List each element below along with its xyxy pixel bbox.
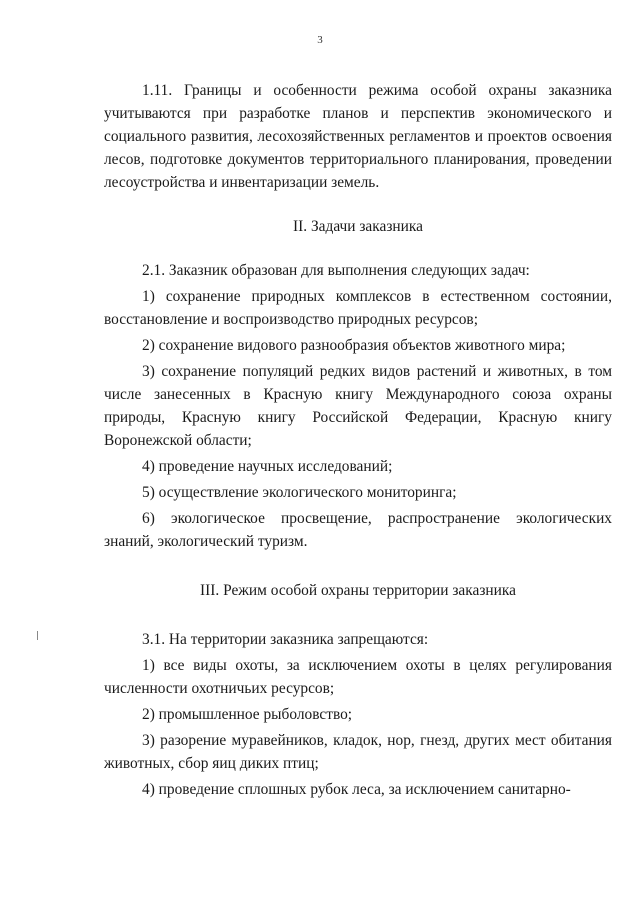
list-item-2-1-1: 1) сохранение природных комплексов в естественном состоянии, восстановление и воспроизводство природных ресурсов; xyxy=(104,288,612,328)
list-item-2-1-6: 6) экологическое просвещение, распространение экологических знаний, экологический туризм. xyxy=(104,510,612,550)
list-item-2-1-5: 5) осуществление экологического мониторинга; xyxy=(142,484,457,501)
paragraph-2-1: 2.1. Заказник образован для выполнения следующих задач: xyxy=(142,262,530,279)
list-item-2-1-2: 2) сохранение видового разнообразия объектов животного мира; xyxy=(142,337,566,354)
list-item-3-1-4: 4) проведение сплошных рубок леса, за исключением санитарно- xyxy=(142,781,571,798)
section-2-heading: II. Задачи заказника xyxy=(293,218,423,235)
list-item-2-1-4: 4) проведение научных исследований; xyxy=(142,458,393,475)
page-number: 3 xyxy=(317,34,323,46)
section-3-heading: III. Режим особой охраны территории заказника xyxy=(200,582,516,599)
paragraph-1-11: 1.11. Границы и особенности режима особой охраны заказника учитываются при разработке планов и перспектив экономического и социального развития, лесохозяйственных регламентов и проектов освоения лесов, подготовке документов территориального планирования, проведении лесоустройства и инвентаризации земель. xyxy=(104,82,612,191)
list-item-3-1-2: 2) промышленное рыболовство; xyxy=(142,706,353,723)
document-body xyxy=(104,79,612,801)
paragraph-3-1: 3.1. На территории заказника запрещаются: xyxy=(142,631,429,648)
list-item-3-1-1: 1) все виды охоты, за исключением охоты в целях регулирования численности охотничьих ресурсов; xyxy=(104,657,612,697)
margin-mark xyxy=(37,631,38,640)
list-item-2-1-3: 3) сохранение популяций редких видов растений и животных, в том числе занесенных в Красную книгу Международного союза охраны природы, Красную книгу Российской Федерации, Красную книгу Воронежской области; xyxy=(104,363,612,449)
list-item-3-1-3: 3) разорение муравейников, кладок, нор, гнезд, других мест обитания животных, сбор яиц диких птиц; xyxy=(104,732,612,772)
